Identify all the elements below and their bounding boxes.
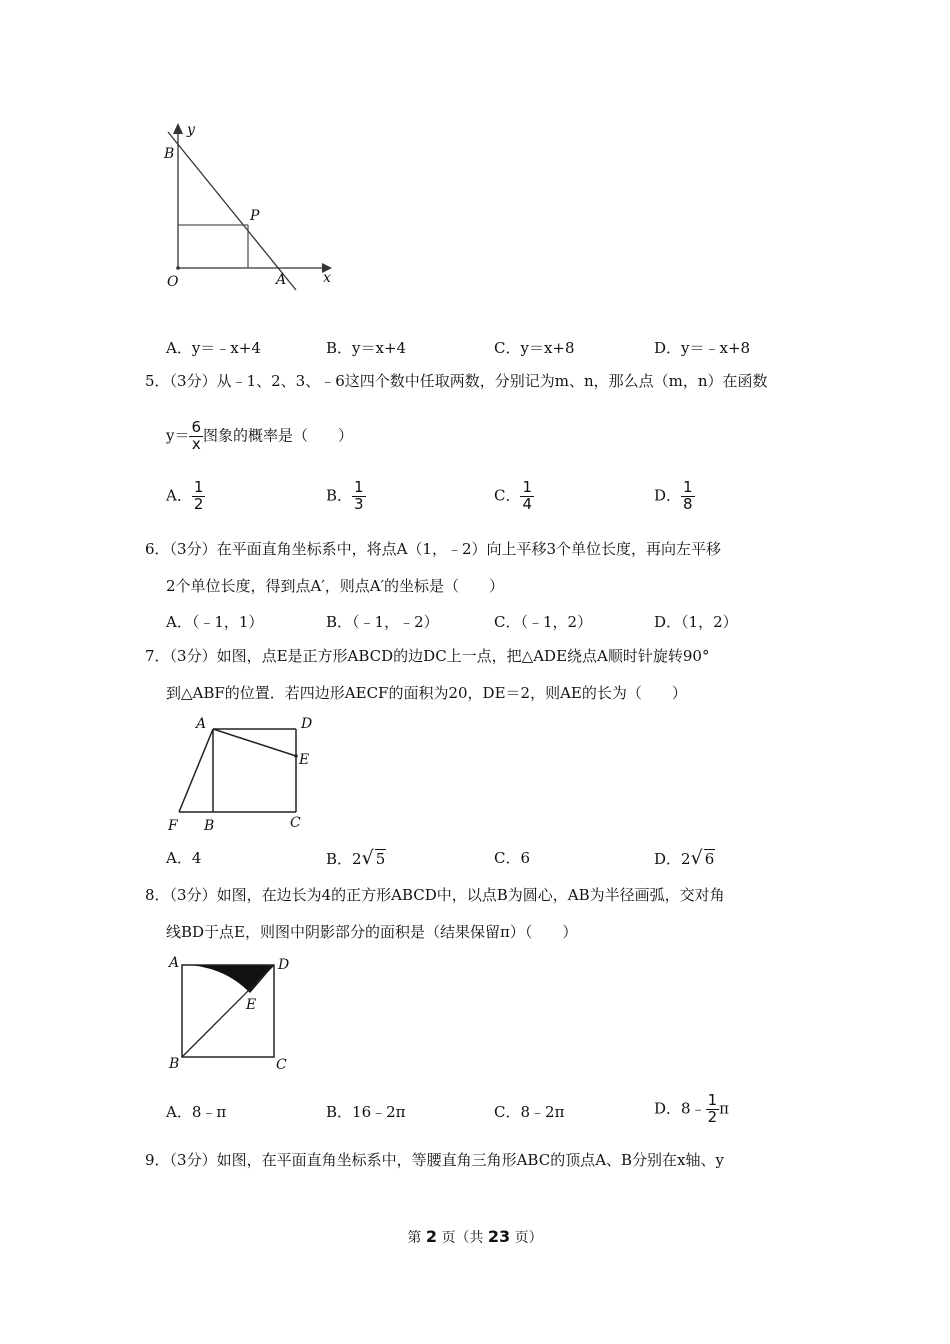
q5-stem-line2 — [166, 420, 353, 453]
q4-option-a[interactable]: A．y＝﹣x+4 — [166, 339, 261, 357]
q5-option-a[interactable]: A． $\frac{1}{2}$ — [166, 478, 204, 513]
point-p-label: P — [250, 208, 260, 224]
q5-stem-tail: 图象的概率是（ ） — [203, 426, 354, 445]
q7-option-d[interactable]: D．2√ 6 — [654, 847, 715, 869]
x-axis-label: x — [323, 270, 331, 286]
q4-option-c[interactable]: C．y＝x+8 — [494, 339, 575, 357]
point-o-label: O — [167, 274, 179, 290]
page-number: 2 — [425, 1227, 437, 1246]
q4-figure — [160, 118, 340, 293]
q6-stem-line1: 6．（3分）在平面直角坐标系中，将点A（1，﹣2）向上平移3个单位长度，再向左平移 — [145, 540, 722, 558]
q7-option-c[interactable]: C．6 — [494, 849, 531, 867]
q5-options — [166, 480, 866, 524]
point-d-label: D — [301, 716, 313, 732]
q8-option-a[interactable]: A．8﹣π — [166, 1103, 227, 1121]
point-b-label: B — [204, 818, 215, 834]
q5-y-prefix: y＝ — [166, 426, 190, 445]
q8-stem-line2: 线BD于点E，则图中阴影部分的面积是（结果保留π）（ ） — [166, 923, 578, 941]
footer-middle: 页（共 — [441, 1230, 484, 1246]
q7-option-b[interactable]: B．2√ 5 — [326, 847, 386, 869]
q7-stem-line2: 到△ABF的位置．若四边形AECF的面积为20，DE＝2，则AE的长为（ ） — [166, 684, 687, 702]
point-a-label: A — [276, 272, 287, 288]
q4-option-d[interactable]: D．y＝﹣x+8 — [654, 339, 751, 357]
q5-option-c[interactable]: C． $\frac{1}{4}$ — [494, 478, 533, 513]
q8-option-b[interactable]: B．16﹣2π — [326, 1103, 406, 1121]
point-f-label: F — [168, 818, 178, 834]
q7-option-a[interactable]: A．4 — [166, 849, 202, 867]
point-c-label: C — [290, 815, 301, 831]
total-pages: 23 — [487, 1227, 511, 1246]
point-e-label: E — [299, 752, 310, 768]
point-d-label: D — [278, 957, 290, 973]
q5-function-fraction: $\frac{6}{x}$ — [191, 418, 202, 453]
q8-stem-line1: 8．（3分）如图，在边长为4的正方形ABCD中，以点B为圆心，AB为半径画弧，交对角 — [145, 886, 725, 904]
q9-stem-line1: 9．（3分）如图，在平面直角坐标系中，等腰直角三角形ABC的顶点A、B分别在x轴、y — [145, 1151, 724, 1169]
q5-option-b[interactable]: B． $\frac{1}{3}$ — [326, 478, 364, 513]
point-c-label: C — [276, 1057, 287, 1073]
q4-options — [166, 337, 866, 367]
point-b-label: B — [169, 1056, 180, 1072]
point-b-label: B — [164, 146, 175, 162]
footer-suffix: 页） — [514, 1230, 543, 1246]
q7-stem-line1: 7．（3分）如图，点E是正方形ABCD的边DC上一点，把△ADE绕点A顺时针旋转90° — [145, 647, 710, 665]
q6-stem-line2: 2个单位长度，得到点A′，则点A′的坐标是（ ） — [166, 577, 505, 595]
q6-option-c[interactable]: C．（﹣1，2） — [494, 613, 593, 631]
q8-option-d[interactable]: D．8﹣ $\frac{1}{2}$ π — [654, 1091, 729, 1126]
q4-option-b[interactable]: B．y＝x+4 — [326, 339, 407, 357]
q8-options — [166, 1093, 866, 1137]
footer-prefix: 第 — [407, 1230, 422, 1246]
page-footer — [0, 1227, 950, 1247]
q8-figure — [164, 950, 299, 1076]
q6-option-a[interactable]: A．（﹣1，1） — [166, 613, 264, 631]
y-axis-label: y — [187, 122, 195, 138]
point-a-label: A — [196, 716, 207, 732]
q6-option-d[interactable]: D．（1，2） — [654, 613, 738, 631]
point-a-label: A — [169, 955, 180, 971]
q8-option-c[interactable]: C．8﹣2π — [494, 1103, 565, 1121]
q6-option-b[interactable]: B．（﹣1，﹣2） — [326, 613, 439, 631]
point-e-label: E — [246, 997, 257, 1013]
q6-options — [166, 611, 866, 641]
q5-option-d[interactable]: D． $\frac{1}{8}$ — [654, 478, 693, 513]
q7-options — [166, 847, 866, 877]
q7-figure — [162, 712, 327, 836]
q5-stem-line1: 5．（3分）从﹣1、2、3、﹣6这四个数中任取两数，分别记为m、n，那么点（m，n）在函数 — [145, 372, 768, 390]
